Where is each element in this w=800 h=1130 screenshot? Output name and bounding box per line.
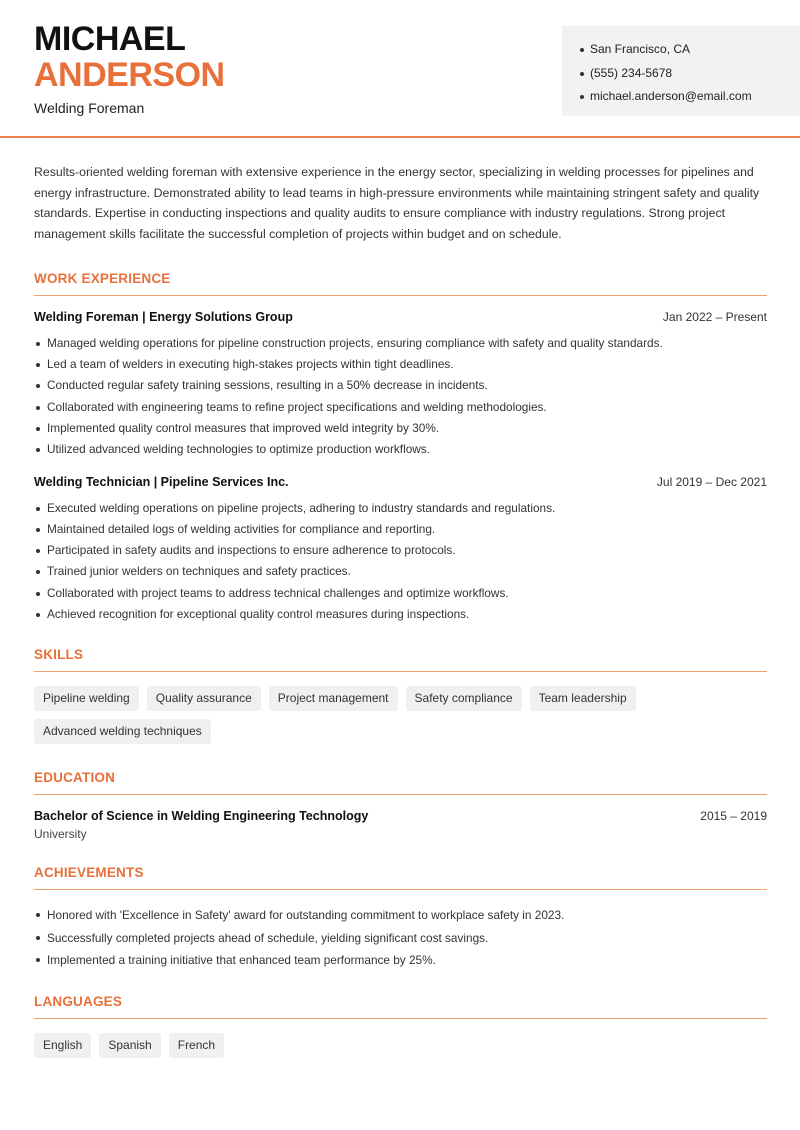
first-name: MICHAEL <box>34 20 186 58</box>
contact-email[interactable]: michael.anderson@email.com <box>580 85 782 109</box>
language-tag: French <box>169 1033 224 1058</box>
skill-tag: Advanced welding techniques <box>34 719 211 744</box>
education-section <box>34 770 767 841</box>
bullet-item: Achieved recognition for exceptional quality control measures during inspections. <box>34 604 767 625</box>
bullet-item: Participated in safety audits and inspections to ensure adherence to protocols. <box>34 540 767 561</box>
bullet-item: Maintained detailed logs of welding activities for compliance and reporting. <box>34 519 767 540</box>
school-name: University <box>34 827 87 842</box>
achievement-bullets <box>34 904 767 972</box>
bullet-item: Utilized advanced welding technologies to optimize production workflows. <box>34 439 767 460</box>
last-name: ANDERSON <box>34 56 225 94</box>
bullet-item: Honored with 'Excellence in Safety' award for outstanding commitment to workplace safety in 2023. <box>34 904 767 927</box>
skill-tag: Project management <box>269 686 398 711</box>
bullet-item: Trained junior welders on techniques and safety practices. <box>34 561 767 582</box>
section-title-achievements: ACHIEVEMENTS <box>34 865 767 890</box>
contact-location: San Francisco, CA <box>580 38 782 62</box>
language-tag: Spanish <box>99 1033 160 1058</box>
job-entry <box>34 475 767 626</box>
section-title-work: WORK EXPERIENCE <box>34 271 767 296</box>
candidate-name <box>34 22 225 92</box>
work-section <box>34 271 767 626</box>
degree-title: Bachelor of Science in Welding Engineering Technology <box>34 809 369 824</box>
job-date: Jul 2019 – Dec 2021 <box>656 474 767 489</box>
contact-phone: (555) 234-5678 <box>580 62 782 86</box>
skill-tag: Safety compliance <box>406 686 522 711</box>
skills-section <box>34 647 767 744</box>
bullet-item: Managed welding operations for pipeline construction projects, ensuring compliance with safety and quality standards. <box>34 333 767 354</box>
job-bullets <box>34 333 767 461</box>
bullet-item: Executed welding operations on pipeline projects, adhering to industry standards and regulations. <box>34 498 767 519</box>
language-tag: English <box>34 1033 91 1058</box>
job-title: Welding Foreman | Energy Solutions Group <box>34 309 293 324</box>
job-role: Welding Foreman <box>34 100 145 116</box>
section-title-languages: LANGUAGES <box>34 994 767 1019</box>
job-bullets <box>34 498 767 626</box>
skill-tag: Pipeline welding <box>34 686 139 711</box>
job-entry <box>34 310 767 461</box>
contact-box <box>562 26 800 116</box>
bullet-item: Implemented a training initiative that enhanced team performance by 25%. <box>34 949 767 972</box>
bullet-item: Implemented quality control measures that improved weld integrity by 30%. <box>34 418 767 439</box>
achievements-section <box>34 865 767 972</box>
job-title: Welding Technician | Pipeline Services Inc. <box>34 474 289 489</box>
education-date: 2015 – 2019 <box>700 809 767 824</box>
bullet-item: Conducted regular safety training sessions, resulting in a 50% decrease in incidents. <box>34 375 767 396</box>
language-tags <box>34 1033 767 1058</box>
bullet-item: Led a team of welders in executing high-stakes projects within tight deadlines. <box>34 354 767 375</box>
bullet-item: Successfully completed projects ahead of schedule, yielding significant cost savings. <box>34 927 767 950</box>
bullet-item: Collaborated with engineering teams to refine project specifications and welding methodologies. <box>34 397 767 418</box>
languages-section <box>34 994 767 1058</box>
summary: Results-oriented welding foreman with extensive experience in the energy sector, specializing in welding processes for pipelines and energy infrastructure. Demonstrated ability to lead teams in high-pressure environments while maintaining stringent safety and quality standards. Expertise in conducting inspections and quality audits to ensure compliance with industry regulations. Strong project management skills facilitate the successful completion of projects within budget and on schedule. <box>34 165 760 242</box>
skill-tag: Quality assurance <box>147 686 261 711</box>
skill-tags <box>34 686 767 744</box>
job-date: Jan 2022 – Present <box>662 309 767 324</box>
section-title-education: EDUCATION <box>34 770 767 795</box>
resume-header <box>0 0 800 138</box>
resume-body <box>34 162 767 1058</box>
bullet-item: Collaborated with project teams to address technical challenges and optimize workflows. <box>34 583 767 604</box>
skill-tag: Team leadership <box>530 686 636 711</box>
section-title-skills: SKILLS <box>34 647 767 672</box>
